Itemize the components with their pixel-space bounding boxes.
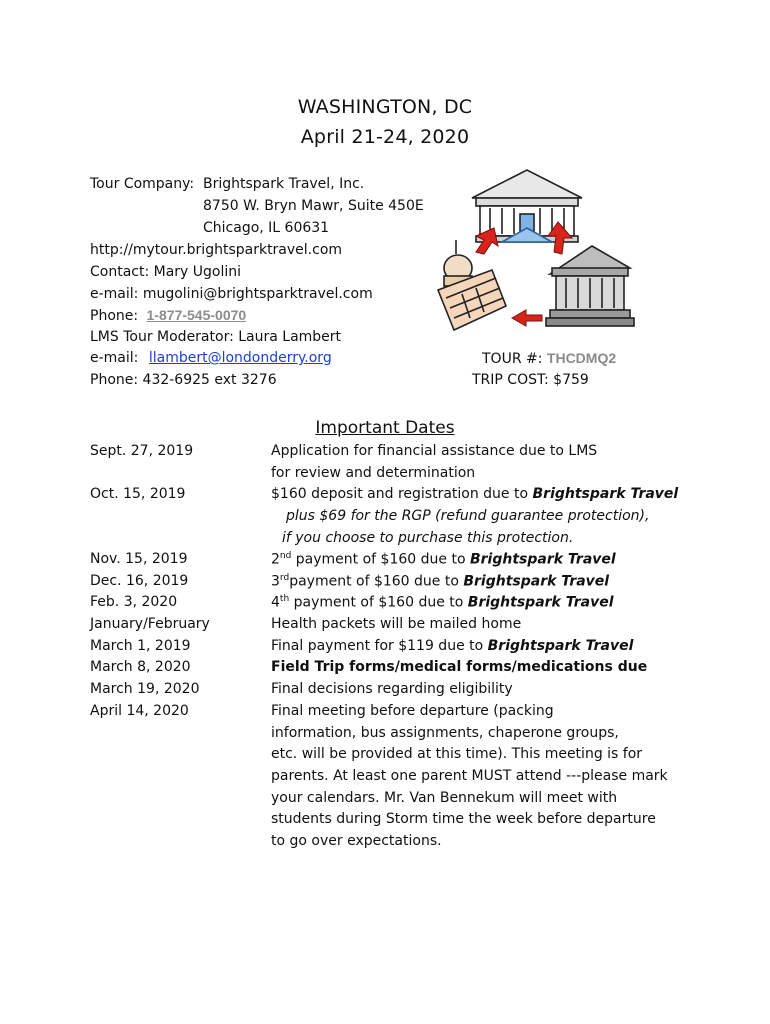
- date-7: March 1, 2019: [90, 638, 191, 654]
- event-6: Health packets will be mailed home: [271, 616, 522, 632]
- event-5: 4th payment of $160 due to Brightspark Travel: [271, 594, 614, 611]
- date-6: January/February: [90, 616, 210, 632]
- event-4: 3rdpayment of $160 due to Brightspark Travel: [271, 573, 610, 590]
- tour-number-line: [482, 350, 616, 367]
- event-10-line-6: students during Storm time the week before departure: [271, 811, 656, 827]
- moderator-email-label: e-mail:: [90, 350, 139, 366]
- event-8: Field Trip forms/medical forms/medications due: [271, 659, 648, 675]
- event-2-line-3: if you choose to purchase this protection.: [282, 530, 574, 546]
- doc-title: WASHINGTON, DC: [297, 96, 473, 118]
- event-10-line-3: etc. will be provided at this time). This meeting is for: [271, 746, 643, 762]
- event-10-line-7: to go over expectations.: [271, 833, 442, 849]
- date-1: Sept. 27, 2019: [90, 443, 194, 459]
- event-2-line-1: $160 deposit and registration due to Brightspark Travel: [271, 486, 679, 502]
- company-name-bold: Brightspark Travel: [467, 594, 614, 611]
- event-2-line-2: plus $69 for the RGP (refund guarantee protection),: [286, 508, 650, 524]
- event-1-line-2: for review and determination: [271, 465, 476, 481]
- date-9: March 19, 2020: [90, 681, 200, 697]
- company-url: http://mytour.brightsparktravel.com: [90, 242, 343, 258]
- event-10-line-4: parents. At least one parent MUST attend ---please mark: [271, 768, 668, 784]
- event-9: Final decisions regarding eligibility: [271, 681, 513, 697]
- company-label: Tour Company:: [90, 176, 195, 192]
- moderator-phone: Phone: 432-6925 ext 3276: [90, 372, 277, 388]
- date-4: Dec. 16, 2019: [90, 573, 189, 589]
- company-name-bold: Brightspark Travel: [463, 573, 610, 590]
- company-address1: 8750 W. Bryn Mawr, Suite 450E: [203, 198, 424, 214]
- date-8: March 8, 2020: [90, 659, 191, 675]
- event-10-line-2: information, bus assignments, chaperone groups,: [271, 725, 619, 741]
- date-3: Nov. 15, 2019: [90, 551, 188, 567]
- company-phone-label: Phone:: [90, 308, 139, 324]
- date-10: April 14, 2020: [90, 703, 189, 719]
- company-phone-line: [90, 307, 246, 324]
- buildings-clipart-icon: [432, 158, 638, 338]
- doc-dates: April 21-24, 2020: [300, 126, 470, 148]
- date-2: Oct. 15, 2019: [90, 486, 186, 502]
- event-7: Final payment for $119 due to Brightspark Travel: [271, 638, 634, 654]
- important-dates-heading: Important Dates: [315, 418, 455, 438]
- company-name-bold: Brightspark Travel: [532, 486, 679, 502]
- event-1-line-1: Application for financial assistance due to LMS: [271, 443, 598, 459]
- event-10-line-1: Final meeting before departure (packing: [271, 703, 554, 719]
- company-contact: Contact: Mary Ugolini: [90, 264, 242, 280]
- event-10-line-5: your calendars. Mr. Van Bennekum will meet with: [271, 790, 618, 806]
- tour-number-label: TOUR #:: [482, 351, 543, 367]
- trip-cost: TRIP COST: $759: [472, 372, 589, 388]
- tour-code: THCDMQ2: [546, 350, 617, 366]
- company-phone-link[interactable]: 1-877-545-0070: [146, 307, 247, 323]
- company-name: Brightspark Travel, Inc.: [203, 176, 365, 192]
- company-name-bold: Brightspark Travel: [487, 638, 634, 654]
- event-3: 2nd payment of $160 due to Brightspark Travel: [271, 551, 616, 568]
- company-address2: Chicago, IL 60631: [203, 220, 330, 236]
- date-5: Feb. 3, 2020: [90, 594, 178, 610]
- company-name-bold: Brightspark Travel: [469, 551, 616, 568]
- moderator-email-line: [90, 350, 332, 366]
- moderator-email-link[interactable]: llambert@londonderry.org: [148, 350, 332, 366]
- moderator-line: LMS Tour Moderator: Laura Lambert: [90, 329, 342, 345]
- company-email: e-mail: mugolini@brightsparktravel.com: [90, 286, 373, 302]
